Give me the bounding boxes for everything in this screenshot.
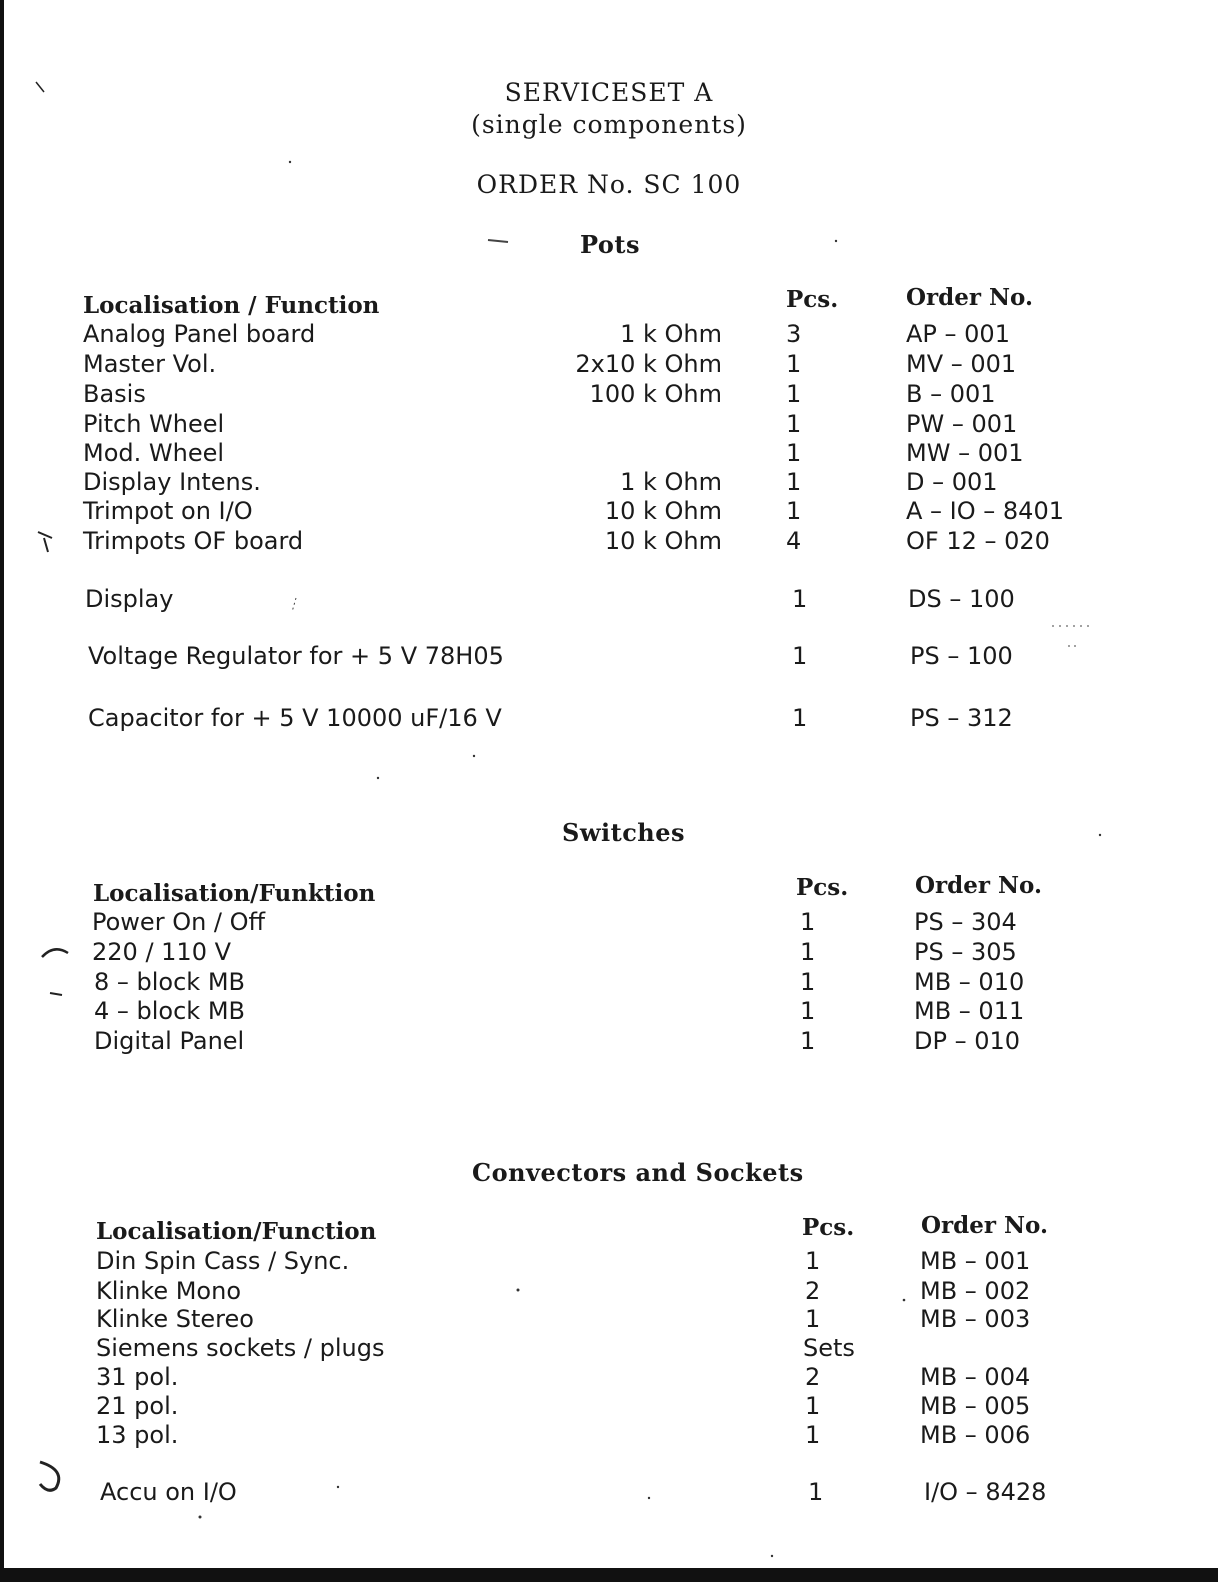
- function-cell: Klinke Stereo: [96, 1305, 254, 1333]
- pcs-cell: 1: [808, 1478, 824, 1506]
- function-cell: Siemens sockets / plugs: [96, 1334, 385, 1362]
- pcs-cell: 1: [800, 968, 816, 996]
- scan-speck: [40, 1462, 59, 1490]
- function-cell: Capacitor for + 5 V 10000 uF/16 V: [88, 704, 502, 732]
- order-cell: PS – 100: [910, 642, 1013, 670]
- scan-speck: [38, 532, 52, 552]
- pcs-cell: 1: [800, 938, 816, 966]
- order-cell: MB – 005: [920, 1392, 1031, 1420]
- pcs-cell: 1: [792, 642, 808, 670]
- scan-speck: [42, 949, 68, 957]
- function-cell: 220 / 110 V: [92, 938, 232, 966]
- function-cell: Display: [85, 585, 174, 613]
- pcs-cell: 1: [786, 350, 802, 378]
- pcs-cell: 1: [800, 908, 816, 936]
- value-cell: 1 k Ohm: [620, 468, 722, 496]
- order-cell: MW – 001: [906, 439, 1024, 467]
- pcs-cell: 1: [792, 704, 808, 732]
- connectors-header-function: Localisation/Function: [96, 1218, 377, 1245]
- scan-speck: [771, 1555, 773, 1557]
- section-title-pots: Pots: [580, 230, 641, 259]
- switches-header-order: Order No.: [915, 872, 1042, 899]
- order-cell: DP – 010: [914, 1027, 1021, 1055]
- value-cell: 2x10 k Ohm: [575, 350, 722, 378]
- function-cell: Digital Panel: [94, 1027, 245, 1055]
- document-title: SERVICESET A: [504, 78, 714, 107]
- order-cell: MB – 001: [920, 1247, 1031, 1275]
- function-cell: Trimpot on I/O: [83, 497, 253, 525]
- pcs-cell: 2: [805, 1277, 821, 1305]
- pcs-cell: 1: [786, 497, 802, 525]
- order-cell: AP – 001: [906, 320, 1010, 348]
- function-cell: 8 – block MB: [94, 968, 246, 996]
- scan-speck: [292, 598, 296, 612]
- pcs-cell: 1: [805, 1421, 821, 1449]
- pots-header-function: Localisation / Function: [83, 292, 380, 319]
- order-cell: PW – 001: [906, 410, 1018, 438]
- scan-speck: [36, 82, 44, 92]
- value-cell: 10 k Ohm: [604, 527, 722, 555]
- order-cell: PS – 312: [910, 704, 1013, 732]
- function-cell: Trimpots OF board: [83, 527, 304, 555]
- function-cell: 13 pol.: [96, 1421, 179, 1449]
- function-cell: Klinke Mono: [96, 1277, 242, 1305]
- scan-speck: [199, 1516, 202, 1519]
- scan-speck: [473, 755, 475, 757]
- scan-speck: [337, 1486, 339, 1488]
- pcs-cell: 1: [805, 1392, 821, 1420]
- function-cell: Voltage Regulator for + 5 V 78H05: [88, 642, 504, 670]
- order-cell: DS – 100: [908, 585, 1015, 613]
- pcs-cell: 1: [800, 1027, 816, 1055]
- value-cell: 100 k Ohm: [589, 380, 722, 408]
- function-cell: 21 pol.: [96, 1392, 179, 1420]
- pcs-cell: 1: [805, 1247, 821, 1275]
- pcs-cell: 1: [792, 585, 808, 613]
- pcs-cell: 1: [800, 997, 816, 1025]
- switches-header-pcs: Pcs.: [796, 874, 849, 901]
- pcs-cell: 1: [786, 439, 802, 467]
- connectors-header-pcs: Pcs.: [802, 1214, 855, 1241]
- order-cell: D – 001: [906, 468, 998, 496]
- scan-speck: [1099, 834, 1101, 836]
- order-number-line: ORDER No. SC 100: [476, 170, 742, 199]
- function-cell: Pitch Wheel: [83, 410, 225, 438]
- pcs-cell: Sets: [803, 1334, 855, 1362]
- function-cell: Analog Panel board: [83, 320, 316, 348]
- order-cell: MB – 003: [920, 1305, 1031, 1333]
- order-cell: PS – 305: [914, 938, 1017, 966]
- order-cell: OF 12 – 020: [906, 527, 1050, 555]
- function-cell: Display Intens.: [83, 468, 261, 496]
- function-cell: Mod. Wheel: [83, 439, 225, 467]
- pcs-cell: 4: [786, 527, 802, 555]
- order-cell: PS – 304: [914, 908, 1017, 936]
- order-cell: MB – 002: [920, 1277, 1031, 1305]
- function-cell: 4 – block MB: [94, 997, 246, 1025]
- pcs-cell: 1: [805, 1305, 821, 1333]
- function-cell: Power On / Off: [92, 908, 266, 936]
- value-cell: 10 k Ohm: [604, 497, 722, 525]
- order-cell: MB – 006: [920, 1421, 1031, 1449]
- scan-speck: [517, 1289, 520, 1292]
- scan-speck: [50, 993, 62, 995]
- function-cell: Master Vol.: [83, 350, 217, 378]
- scan-speck: [903, 1299, 906, 1302]
- order-cell: A – IO – 8401: [906, 497, 1064, 525]
- function-cell: Din Spin Cass / Sync.: [96, 1247, 350, 1275]
- pots-header-order: Order No.: [906, 284, 1033, 311]
- pcs-cell: 1: [786, 468, 802, 496]
- order-cell: I/O – 8428: [924, 1478, 1047, 1506]
- scan-speck: [488, 240, 508, 242]
- pcs-cell: 1: [786, 380, 802, 408]
- switches-header-function: Localisation/Funktion: [93, 880, 376, 907]
- pcs-cell: 2: [805, 1363, 821, 1391]
- scan-speck: [648, 1497, 650, 1499]
- section-title-switches: Switches: [562, 818, 686, 847]
- scan-speck: [377, 777, 379, 779]
- function-cell: Basis: [83, 380, 146, 408]
- section-title-connectors: Convectors and Sockets: [472, 1158, 804, 1187]
- pots-header-pcs: Pcs.: [786, 286, 839, 313]
- connectors-header-order: Order No.: [921, 1212, 1048, 1239]
- order-cell: B – 001: [906, 380, 996, 408]
- value-cell: 1 k Ohm: [620, 320, 722, 348]
- order-cell: MB – 004: [920, 1363, 1031, 1391]
- order-cell: MB – 010: [914, 968, 1025, 996]
- order-cell: MV – 001: [906, 350, 1017, 378]
- function-cell: Accu on I/O: [100, 1478, 237, 1506]
- function-cell: 31 pol.: [96, 1363, 179, 1391]
- order-cell: MB – 011: [914, 997, 1025, 1025]
- pcs-cell: 1: [786, 410, 802, 438]
- scan-speck: [289, 161, 291, 163]
- document-subtitle: (single components): [471, 110, 747, 139]
- pcs-cell: 3: [786, 320, 802, 348]
- scan-speck: [835, 240, 837, 242]
